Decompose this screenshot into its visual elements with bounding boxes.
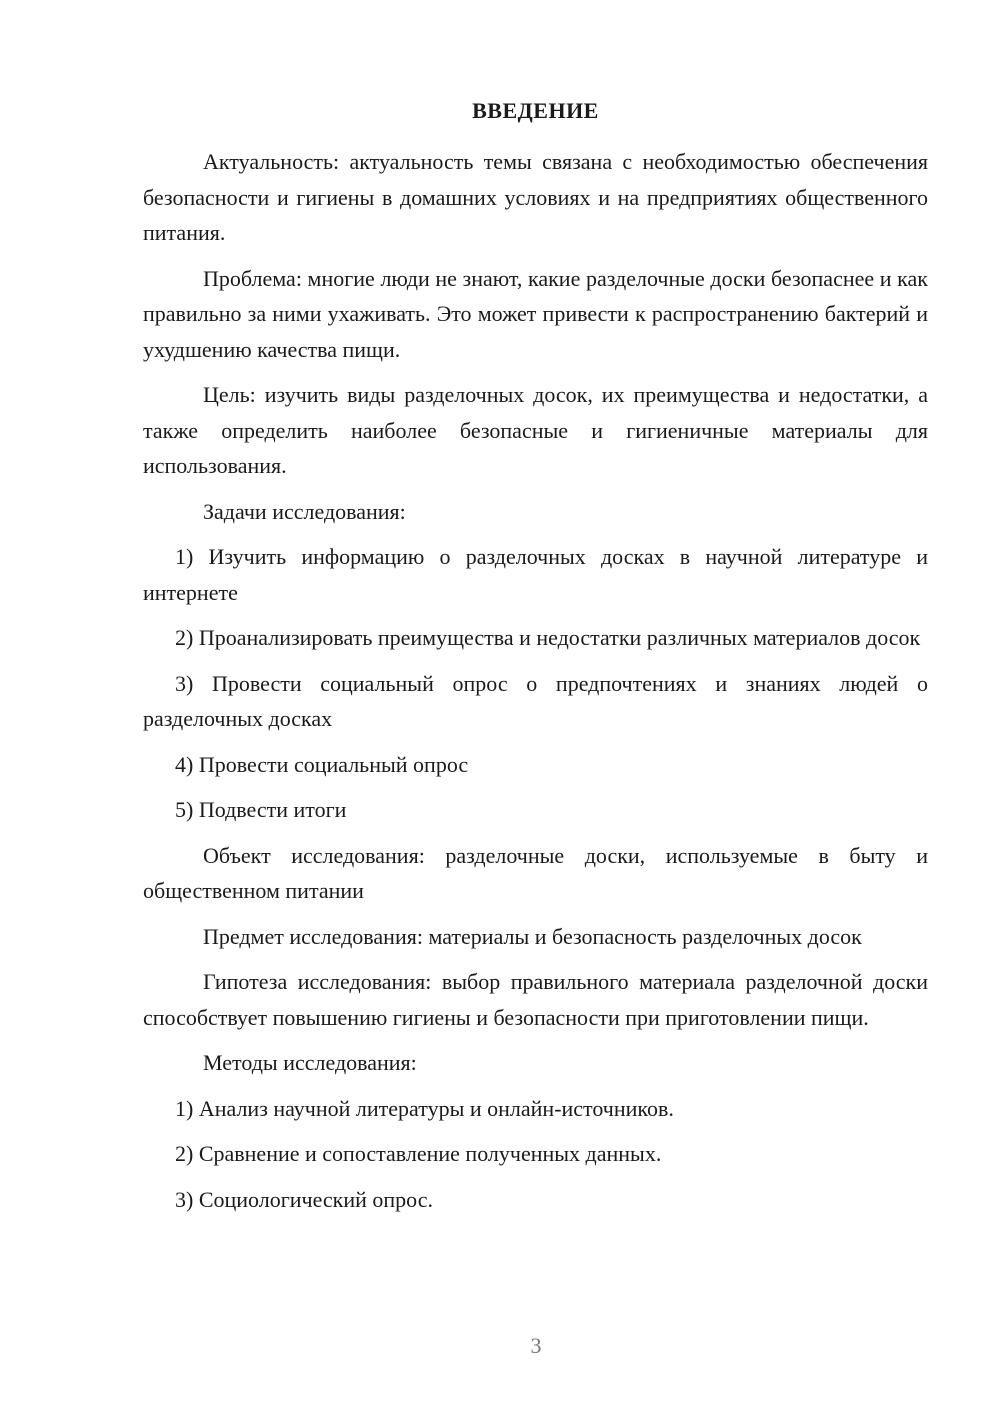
section-title: ВВЕДЕНИЕ: [472, 98, 599, 123]
list-item-task-5: 5) Подвести итоги: [175, 797, 347, 822]
paragraph-goal: Цель: изучить виды разделочных досок, их преимущества и недостатки, а также определить наиболее безопасные и гигиеничные материалы для использования.: [143, 382, 928, 478]
paragraph-hypothesis: Гипотеза исследования: выбор правильного материала разделочной доски способствует повышению гигиены и безопасности при приготовлении пищи.: [143, 969, 928, 1030]
paragraph-object: Объект исследования: разделочные доски, используемые в быту и общественном питании: [143, 842, 928, 903]
list-item-task-1: 1) Изучить информацию о разделочных досках в научной литературе и интернете: [143, 544, 928, 605]
list-item-method-1: 1) Анализ научной литературы и онлайн-источников.: [175, 1095, 674, 1121]
list-item-task-3: 3) Провести социальный опрос о предпочтениях и знаниях людей о разделочных досках: [143, 670, 928, 731]
list-item-method-3: 3) Социологический опрос.: [175, 1186, 433, 1212]
list-item-task-2: 2) Проанализировать преимущества и недостатки различных материалов досок: [175, 625, 921, 650]
list-item-method-2: 2) Сравнение и сопоставление полученных данных.: [175, 1141, 662, 1166]
list-item-task-4: 4) Провести социальный опрос: [175, 751, 469, 777]
paragraph-subject: Предмет исследования: материалы и безопасность разделочных досок: [203, 923, 862, 949]
document-page: [143, 96, 928, 1227]
page-number: 3: [530, 1333, 542, 1358]
paragraph-relevance: Актуальность: актуальность темы связана с необходимостью обеспечения безопасности и гигиены в домашних условиях и на предприятиях общественного питания.: [143, 149, 928, 245]
paragraph-methods-heading: Методы исследования:: [203, 1050, 417, 1075]
paragraph-problem: Проблема: многие люди не знают, какие разделочные доски безопаснее и как правильно за ними ухаживать. Это может привести к распространению бактерий и ухудшению качества пищи.: [143, 265, 928, 362]
paragraph-tasks-heading: Задачи исследования:: [203, 498, 406, 524]
